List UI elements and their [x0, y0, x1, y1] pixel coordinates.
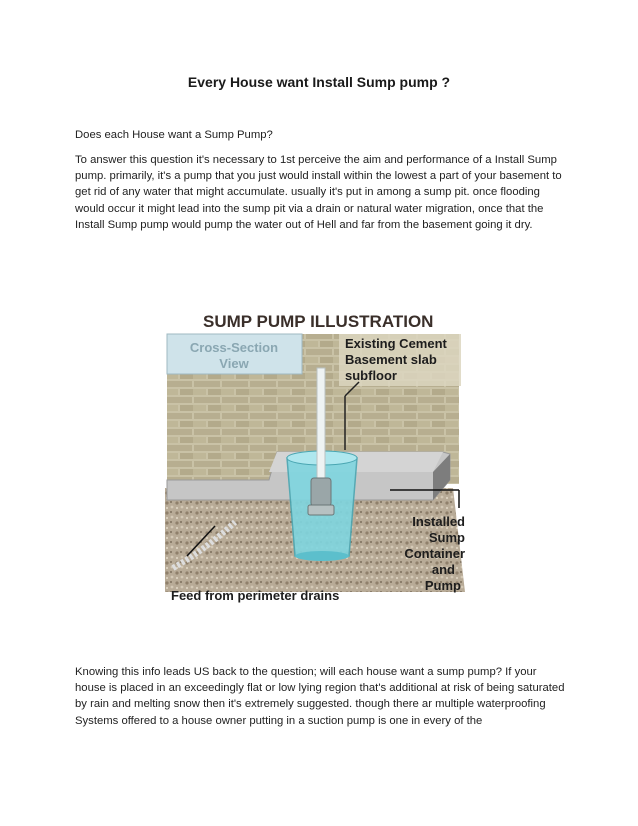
illustration-heading: SUMP PUMP ILLUSTRATION — [203, 312, 434, 331]
pump-label-line5: Pump — [424, 578, 461, 593]
pump-label-line4: and — [431, 562, 455, 577]
discharge-pipe — [317, 368, 325, 478]
question-paragraph: Does each House want a Sump Pump? — [75, 129, 273, 141]
slab-label-line1: Existing Cement — [345, 336, 447, 351]
pump-label-line2: Sump — [428, 530, 465, 545]
document-title: Every House want Install Sump pump ? — [187, 74, 451, 90]
pump-label-line1: Installed — [412, 514, 465, 529]
view-label-line2: View — [219, 356, 249, 371]
sump-pump-illustration — [165, 300, 478, 610]
view-label-line1: Cross-Section — [189, 340, 279, 355]
slab-label-line3: subfloor — [345, 368, 397, 383]
drains-label: Feed from perimeter drains — [171, 588, 340, 603]
pump-label-line3: Container — [404, 546, 465, 561]
pump-body — [311, 478, 331, 506]
answer-paragraph: To answer this question it's necessary to 1st perceive the aim and performance of a Install Sump pump. primarily, it's a pump that you just would install within the lowest a part of your basement to get rid of any water that might accumulate. usually it's put in among a sump pit. once flooding would occur it might lead into the sump pit via a drain or natural water migration, once that the Install Sump pump would pump the water out of Hell and far from the basement going it dry. — [75, 154, 562, 231]
slab-label-line2: Basement slab — [345, 352, 437, 367]
followup-paragraph: Knowing this info leads US back to the question; will each house want a sump pump? If your house is placed in an exceedingly flat or low lying region that's additional at risk of being saturated by rain and melting snow then it's extremely suggested. though there ar multiple waterproofing Systems offered to a house owner putting in a suction pump is one in every of the — [75, 666, 565, 727]
